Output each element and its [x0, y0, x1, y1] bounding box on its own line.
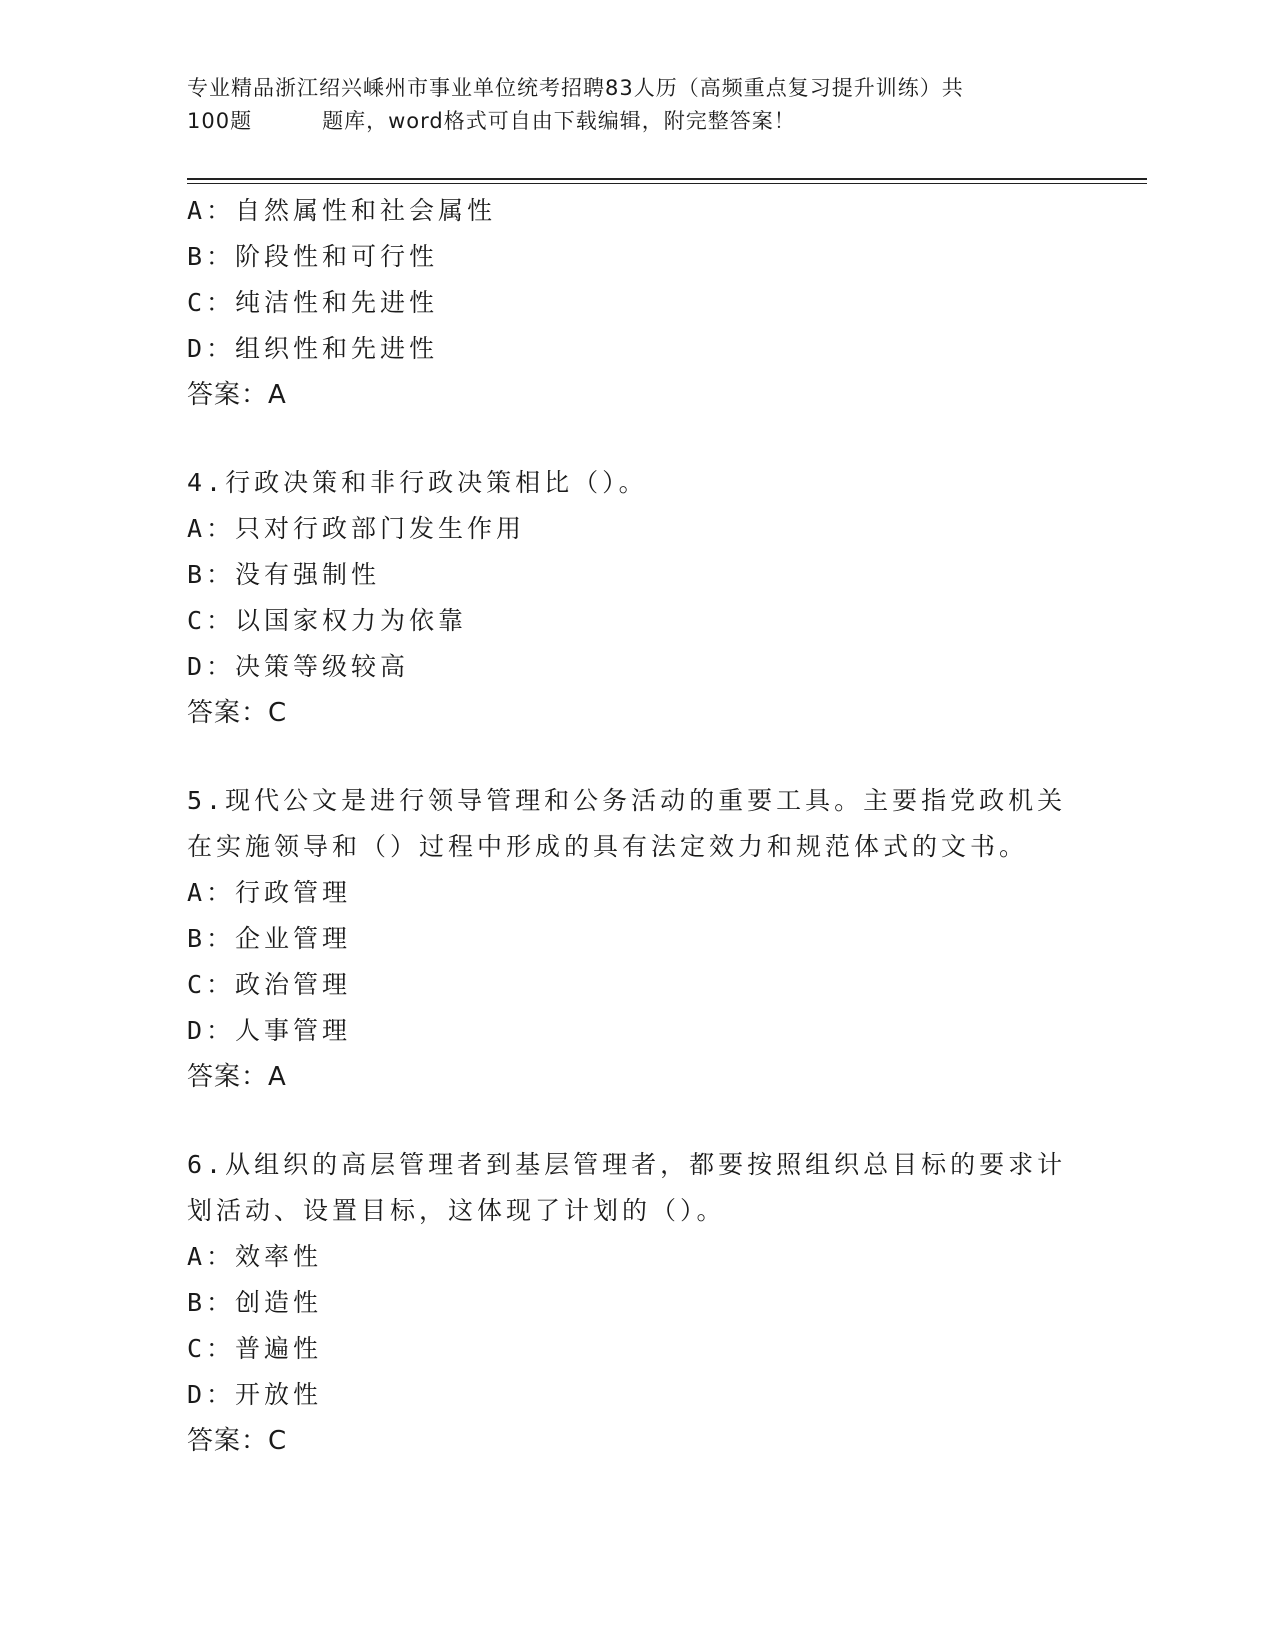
answer-line: 答案：C: [187, 698, 288, 728]
option-a: A：行政管理: [187, 878, 352, 907]
header-divider-thin: [187, 183, 1147, 184]
question-text-continued: 划活动、设置目标，这体现了计划的（）。: [187, 1196, 726, 1225]
option-a: A：效率性: [187, 1242, 323, 1271]
header-format-note: 题库，word格式可自由下载编辑，附完整答案！: [322, 109, 796, 133]
question-5: [187, 778, 1147, 1100]
question-4: [187, 460, 1147, 736]
question-3-partial: [187, 188, 1147, 418]
answer-line: 答案：A: [187, 1062, 287, 1092]
option-d: D：人事管理: [187, 1016, 352, 1045]
option-c: C：纯洁性和先进性: [187, 288, 439, 317]
question-text: 5.现代公文是进行领导管理和公务活动的重要工具。主要指党政机关: [187, 786, 1067, 815]
option-d: D：决策等级较高: [187, 652, 410, 681]
option-d: D：组织性和先进性: [187, 334, 439, 363]
question-text: 4.行政决策和非行政决策相比（）。: [187, 468, 648, 497]
answer-line: 答案：C: [187, 1426, 288, 1456]
option-b: B：企业管理: [187, 924, 352, 953]
option-a: A：自然属性和社会属性: [187, 196, 497, 225]
question-text: 6.从组织的高层管理者到基层管理者，都要按照组织总目标的要求计: [187, 1150, 1067, 1179]
header-question-count: 100题: [187, 109, 253, 133]
option-b: B：创造性: [187, 1288, 323, 1317]
option-b: B：没有强制性: [187, 560, 381, 589]
question-6: [187, 1142, 1147, 1464]
option-d: D：开放性: [187, 1380, 323, 1409]
option-c: C：政治管理: [187, 970, 352, 999]
question-list: [187, 188, 1147, 1464]
answer-line: 答案：A: [187, 380, 287, 410]
header-title-line-2: [187, 105, 1107, 138]
question-text-continued: 在实施领导和（）过程中形成的具有法定效力和规范体式的文书。: [187, 832, 1029, 861]
option-c: C：以国家权力为依靠: [187, 606, 468, 635]
document-header: [187, 72, 1107, 138]
header-divider-thick: [187, 178, 1147, 180]
option-b: B：阶段性和可行性: [187, 242, 439, 271]
option-c: C：普遍性: [187, 1334, 323, 1363]
option-a: A：只对行政部门发生作用: [187, 514, 526, 543]
header-title-line-1: 专业精品浙江绍兴嵊州市事业单位统考招聘83人历（高频重点复习提升训练）共: [187, 76, 964, 100]
